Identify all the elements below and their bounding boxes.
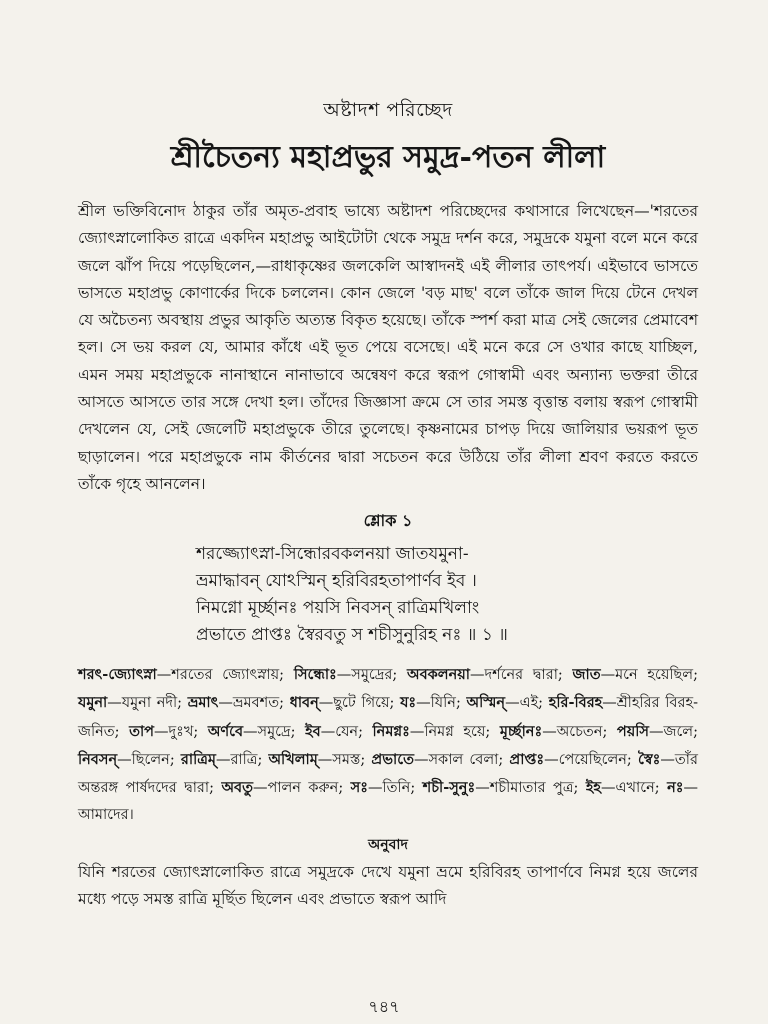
translation-paragraph: যিনি শরতের জ্যোৎস্নালোকিত রাত্রে সমুদ্রকে দেখে যমুনা ভ্রমে হরিবিরহ তাপার্ণবে নিমগ্ন হয়ে জলের মধ্যে পড়ে সমস্ত রাত্রি মূর্ছিত ছিলেন এবং প্রভাতে স্বরূপ আদি <box>78 863 698 909</box>
chapter-label: অষ্টাদশ পরিচ্ছেদ <box>323 99 453 121</box>
synonym-meaning: —শ্রীহরির বিরহ-জনিত <box>78 695 698 740</box>
synonym-word: হরি-বিরহ <box>548 694 603 712</box>
synonym-meaning: —পেয়েছিলেন <box>544 751 627 768</box>
synonym-meaning: —যেন <box>320 723 359 740</box>
synonym-word: অর্ণবে <box>207 722 244 740</box>
synonym-word: শচী-সুনুঃ <box>422 779 476 797</box>
synonym-word: শরৎ-জ্যোৎস্না <box>78 666 157 684</box>
synonym-meaning: —অচেতন <box>542 723 603 740</box>
synonym-entry <box>181 752 258 768</box>
synonym-entry <box>129 724 193 740</box>
synonym-meaning: —দুঃখ <box>154 723 194 740</box>
synonym-word: জাত <box>572 666 601 684</box>
synonym-word: তাপ <box>129 722 155 740</box>
synonym-word: নিমগ্নঃ <box>372 722 410 740</box>
synonym-word: অখিলাম্ <box>268 750 318 768</box>
synonym-word: সঃ <box>350 779 368 797</box>
synonym-entry <box>467 695 539 711</box>
synonym-word: প্রাপ্তঃ <box>509 750 545 768</box>
synonym-meaning: —তিনি <box>367 780 411 797</box>
synonym-meaning: —শরতের জ্যোৎস্নায় <box>156 667 280 684</box>
synonym-entry <box>351 780 411 796</box>
chapter-summary-paragraph: শ্রীল ভক্তিবিনোদ ঠাকুর তাঁর অমৃত-প্রবাহ ভাষ্যে অষ্টাদশ পরিচ্ছেদের কথাসারে লিখেছেন—'শরতের জ্যোৎস্নালোকিত রাত্রে একদিন মহাপ্রভু আইটোটা থেকে সমুদ্র দর্শন করে, সমুদ্রকে যমুনা বলে মনে করে জলে ঝাঁপ দিয়ে পড়েছিলেন,—রাধাকৃষ্ণের জলকেলি আস্বাদনই এই লীলার তাৎপর্য। এইভাবে ভাসতে ভাসতে মহাপ্রভু কোণার্কের দিকে চললেন। কোন জেলে 'বড় মাছ' বলে তাঁকে জাল দিয়ে টেনে দেখল যে অচৈতন্য অবস্থায় প্রভুর আকৃতি অত্যন্ত বিকৃত হয়েছে। তাঁকে স্পর্শ করা মাত্র সেই জেলের প্রেমাবেশ হল। সে ভয় করল যে, আমার কাঁধে এই ভূত পেয়ে বসেছে। এই মনে করে সে ওখার কাছে যাচ্ছিল, এমন সময় মহাপ্রভুকে নানাস্থানে নানাভাবে অন্বেষণ করে স্বরূপ গোস্বামী এবং অন্যান্য ভক্তরা তীরে আসতে আসতে তার সঙ্গে দেখা হল। তাঁদের জিজ্ঞাসা ক্রমে সে তার সমস্ত বৃত্তান্ত বলায় স্বরূপ গোস্বামী দেখলেন যে, সেই জেলেটি মহাপ্রভুকে তীরে তুলেছে। কৃষ্ণনামের চাপড় দিয়ে জালিয়ার ভয়রূপ ভূত ছাড়ালেন। পরে মহাপ্রভুকে নাম কীর্তনের দ্বারা সচেতন করে উঠিয়ে তাঁর লীলা শ্রবণ করতে করতে তাঁকে গৃহে আনলেন। <box>78 202 698 493</box>
word-synonyms-paragraph: শরৎ-জ্যোৎস্না—শরতের জ্যোৎস্নায়; সিন্ধোঃ—সমুদ্রের; অবকলনয়া—দর্শনের দ্বারা; জাত—মনে হয়েছিল; যমুনা—যমুনা নদী; ভ্রমাৎ—ভ্রমবশত; ধাবন্—ছুটে গিয়ে; যঃ—যিনি; অস্মিন্—এই; হরি-বিরহ—শ্রীহরির বিরহ-জনিত; তাপ—দুঃখ; অর্ণবে—সমুদ্রে; ইব—যেন; নিমগ্নঃ—নিমগ্ন হয়ে; মূর্চ্ছানঃ—অচেতন; পয়সি—জলে; নিবসন্—ছিলেন; রাত্রিম্—রাত্রি; অখিলাম্—সমস্ত; প্রভাতে—সকাল বেলা; প্রাপ্তঃ—পেয়েছিলেন; স্বৈঃ—তাঁর অন্তরঙ্গ পার্ষদদের দ্বারা; অবতু—পালন করুন; সঃ—তিনি; শচী-সুনুঃ—শচীমাতার পুত্র; ইহ—এখানে; নঃ—আমাদের। <box>78 666 699 824</box>
synonym-entry <box>423 780 574 796</box>
synonym-meaning: —পালন করুন <box>252 780 339 797</box>
synonym-meaning: —ভ্রমবশত <box>218 695 280 712</box>
synonym-entry <box>500 724 603 740</box>
synonym-meaning: —যিনি <box>416 695 456 712</box>
synonym-word: অস্মিন্ <box>466 694 506 712</box>
synonym-meaning: —ছুটে গিয়ে <box>318 695 390 712</box>
verse-line: নিমগ্নো মূর্চ্ছানঃ পয়সি নিবসন্ রাত্রিমখিলাং <box>196 598 480 619</box>
synonym-meaning: —দর্শনের দ্বারা <box>470 667 558 684</box>
synonym-meaning: —যমুনা নদী <box>107 695 178 712</box>
synonym-entry <box>586 780 655 796</box>
synonym-entry <box>221 780 338 796</box>
synonym-entry <box>294 667 393 683</box>
synonym-word: ভ্রমাৎ <box>187 694 219 712</box>
synonym-entry <box>371 752 498 768</box>
synonym-word: প্রভাতে <box>371 750 414 768</box>
synonym-word: যঃ <box>400 694 417 712</box>
synonym-word: ইহ <box>585 779 601 797</box>
synonym-entry <box>208 724 291 740</box>
synonym-entry <box>188 695 279 711</box>
synonym-meaning: —সমুদ্রে <box>243 723 291 740</box>
synonym-meaning: —রাত্রি <box>215 751 258 768</box>
synonym-word: সিন্ধোঃ <box>293 666 337 684</box>
synonym-meaning: —আমাদের। <box>78 780 698 824</box>
translation-heading: অনুবাদ <box>368 837 408 854</box>
synonym-meaning: —সমুদ্রের <box>336 667 393 684</box>
page-number: ৭৪৭ <box>368 997 400 1016</box>
verse-heading: শ্লোক ১ <box>363 511 413 531</box>
synonym-word: নঃ <box>667 779 684 797</box>
synonym-entry <box>407 667 558 683</box>
sanskrit-verse <box>196 541 698 649</box>
synonym-entry <box>509 752 627 768</box>
synonym-meaning: —ছিলেন <box>117 751 170 768</box>
synonym-word: মূর্চ্ছানঃ <box>499 722 543 740</box>
synonym-word: অবতু <box>221 779 253 797</box>
synonym-meaning: —শচীমাতার পুত্র <box>475 780 574 797</box>
verse-line: ভ্রমাদ্ধাবন্ যোঽস্মিন্ হরিবিরহতাপার্ণব ইব । <box>196 571 477 592</box>
synonym-word: ধাবন্ <box>289 694 319 712</box>
verse-line: প্রভাতে প্রাপ্তঃ স্বৈরবতু স শচীসুনুরিহ নঃ ॥ ১ ॥ <box>196 625 508 646</box>
synonym-word: অবকলনয়া <box>407 666 470 684</box>
synonym-entry <box>573 667 694 683</box>
synonym-entry <box>305 724 358 740</box>
synonym-meaning: —নিমগ্ন হয়ে <box>409 723 486 740</box>
synonym-entry <box>373 724 486 740</box>
synonym-meaning: —সমস্ত <box>317 751 361 768</box>
synonym-entry <box>400 695 456 711</box>
synonym-entry <box>617 724 693 740</box>
synonym-entry <box>78 752 170 768</box>
verse-line: শরজ্জ্যোৎস্না-সিন্ধোরবকলনয়া জাতযমুনা- <box>196 544 469 565</box>
synonym-meaning: —মনে হয়েছিল <box>600 667 694 684</box>
synonym-entry <box>78 667 279 683</box>
synonym-meaning: —এই <box>505 695 539 712</box>
synonym-entry <box>290 695 390 711</box>
synonym-meaning: —জলে <box>649 723 694 740</box>
synonym-entry <box>269 752 361 768</box>
synonym-meaning: —এখানে <box>601 780 655 797</box>
synonym-entry <box>78 695 177 711</box>
synonym-word: রাত্রিম্ <box>180 750 216 768</box>
synonym-word: যমুনা <box>78 694 108 712</box>
synonym-word: নিবসন্ <box>78 750 118 768</box>
chapter-title: শ্রীচৈতন্য মহাপ্রভুর সমুদ্র-পতন লীলা <box>170 140 606 175</box>
synonym-meaning: —তাঁর অন্তরঙ্গ পার্ষদদের দ্বারা <box>78 751 698 797</box>
synonym-word: ইব <box>305 722 321 740</box>
synonym-meaning: —সকাল বেলা <box>413 751 499 768</box>
synonym-word: পয়সি <box>616 722 649 740</box>
synonym-word: স্বৈঃ <box>637 750 661 768</box>
